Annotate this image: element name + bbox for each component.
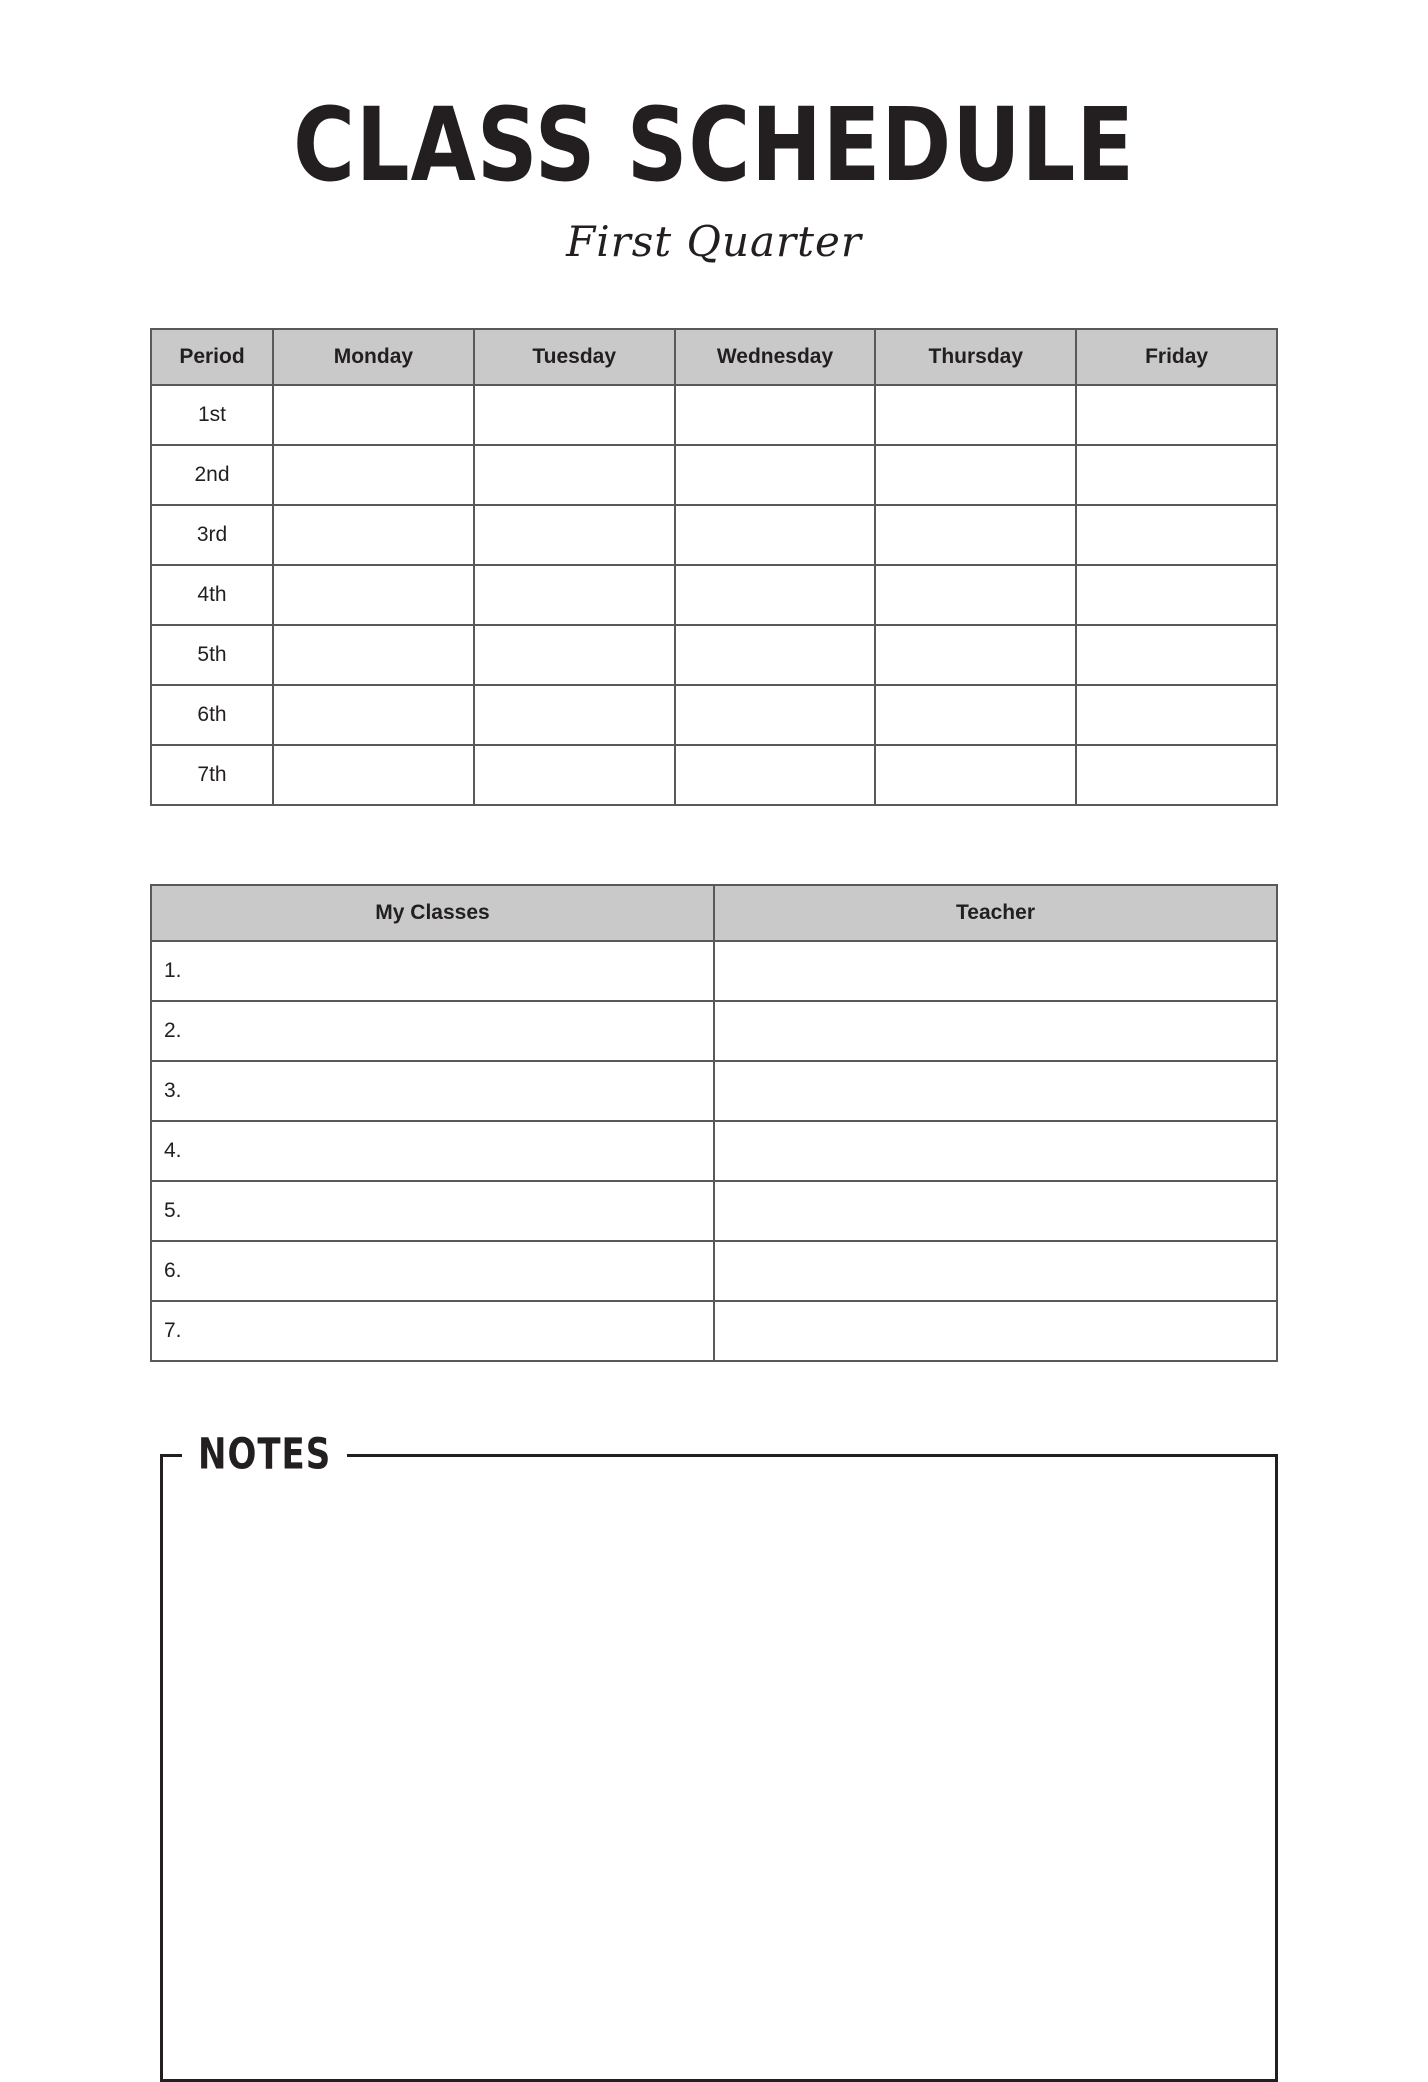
- period-label: 2nd: [151, 445, 273, 505]
- table-row: [151, 941, 1277, 1001]
- schedule-cell-thursday[interactable]: [875, 685, 1076, 745]
- table-row: [151, 1001, 1277, 1061]
- notes-label: NOTES: [182, 1432, 347, 1479]
- schedule-cell-thursday[interactable]: [875, 385, 1076, 445]
- schedule-section: [150, 328, 1278, 806]
- period-label: 6th: [151, 685, 273, 745]
- table-row: [151, 685, 1277, 745]
- schedule-header-wednesday: Wednesday: [675, 329, 876, 385]
- notes-input-area[interactable]: [160, 1454, 1278, 2082]
- schedule-cell-wednesday[interactable]: [675, 625, 876, 685]
- page-subtitle: First Quarter: [566, 217, 862, 266]
- schedule-header-thursday: Thursday: [875, 329, 1076, 385]
- table-row: [151, 505, 1277, 565]
- schedule-cell-wednesday[interactable]: [675, 565, 876, 625]
- schedule-cell-wednesday[interactable]: [675, 505, 876, 565]
- schedule-header-monday: Monday: [273, 329, 474, 385]
- schedule-cell-friday[interactable]: [1076, 385, 1277, 445]
- schedule-cell-wednesday[interactable]: [675, 445, 876, 505]
- table-row: [151, 1241, 1277, 1301]
- schedule-cell-friday[interactable]: [1076, 625, 1277, 685]
- schedule-cell-friday[interactable]: [1076, 505, 1277, 565]
- table-row: [151, 1121, 1277, 1181]
- schedule-header-period: Period: [151, 329, 273, 385]
- table-row: [151, 1301, 1277, 1361]
- schedule-header-friday: Friday: [1076, 329, 1277, 385]
- classes-header-row: [151, 885, 1277, 941]
- table-row: [151, 565, 1277, 625]
- teacher-entry-1[interactable]: [714, 941, 1277, 1001]
- schedule-cell-thursday[interactable]: [875, 445, 1076, 505]
- schedule-cell-monday[interactable]: [273, 625, 474, 685]
- schedule-cell-thursday[interactable]: [875, 565, 1076, 625]
- class-entry-7[interactable]: 7.: [151, 1301, 714, 1361]
- schedule-cell-wednesday[interactable]: [675, 385, 876, 445]
- schedule-cell-monday[interactable]: [273, 445, 474, 505]
- schedule-header-tuesday: Tuesday: [474, 329, 675, 385]
- schedule-cell-tuesday[interactable]: [474, 505, 675, 565]
- schedule-cell-tuesday[interactable]: [474, 625, 675, 685]
- schedule-cell-monday[interactable]: [273, 685, 474, 745]
- period-label: 1st: [151, 385, 273, 445]
- schedule-cell-monday[interactable]: [273, 565, 474, 625]
- schedule-cell-friday[interactable]: [1076, 745, 1277, 805]
- page-title: CLASS SCHEDULE: [293, 86, 1135, 205]
- schedule-table: [150, 328, 1278, 806]
- schedule-cell-tuesday[interactable]: [474, 445, 675, 505]
- schedule-cell-monday[interactable]: [273, 505, 474, 565]
- table-row: [151, 625, 1277, 685]
- table-row: [151, 445, 1277, 505]
- notes-section: [150, 1429, 1278, 2082]
- period-label: 5th: [151, 625, 273, 685]
- table-row: [151, 1181, 1277, 1241]
- teacher-entry-3[interactable]: [714, 1061, 1277, 1121]
- schedule-cell-thursday[interactable]: [875, 745, 1076, 805]
- class-entry-3[interactable]: 3.: [151, 1061, 714, 1121]
- table-row: [151, 1061, 1277, 1121]
- schedule-cell-monday[interactable]: [273, 385, 474, 445]
- teacher-entry-6[interactable]: [714, 1241, 1277, 1301]
- schedule-cell-tuesday[interactable]: [474, 745, 675, 805]
- schedule-cell-monday[interactable]: [273, 745, 474, 805]
- table-row: [151, 385, 1277, 445]
- period-label: 4th: [151, 565, 273, 625]
- schedule-cell-friday[interactable]: [1076, 685, 1277, 745]
- class-entry-1[interactable]: 1.: [151, 941, 714, 1001]
- period-label: 7th: [151, 745, 273, 805]
- classes-section: [150, 884, 1278, 1362]
- class-entry-4[interactable]: 4.: [151, 1121, 714, 1181]
- schedule-cell-tuesday[interactable]: [474, 565, 675, 625]
- schedule-header-row: [151, 329, 1277, 385]
- teacher-entry-2[interactable]: [714, 1001, 1277, 1061]
- classes-table: [150, 884, 1278, 1362]
- table-row: [151, 745, 1277, 805]
- schedule-cell-wednesday[interactable]: [675, 685, 876, 745]
- schedule-cell-thursday[interactable]: [875, 505, 1076, 565]
- teacher-entry-4[interactable]: [714, 1121, 1277, 1181]
- schedule-cell-tuesday[interactable]: [474, 685, 675, 745]
- schedule-cell-friday[interactable]: [1076, 445, 1277, 505]
- classes-header-teacher: Teacher: [714, 885, 1277, 941]
- class-entry-6[interactable]: 6.: [151, 1241, 714, 1301]
- header: [150, 0, 1278, 266]
- teacher-entry-5[interactable]: [714, 1181, 1277, 1241]
- schedule-cell-thursday[interactable]: [875, 625, 1076, 685]
- classes-header-my-classes: My Classes: [151, 885, 714, 941]
- schedule-cell-wednesday[interactable]: [675, 745, 876, 805]
- class-entry-5[interactable]: 5.: [151, 1181, 714, 1241]
- teacher-entry-7[interactable]: [714, 1301, 1277, 1361]
- class-entry-2[interactable]: 2.: [151, 1001, 714, 1061]
- period-label: 3rd: [151, 505, 273, 565]
- schedule-cell-tuesday[interactable]: [474, 385, 675, 445]
- schedule-cell-friday[interactable]: [1076, 565, 1277, 625]
